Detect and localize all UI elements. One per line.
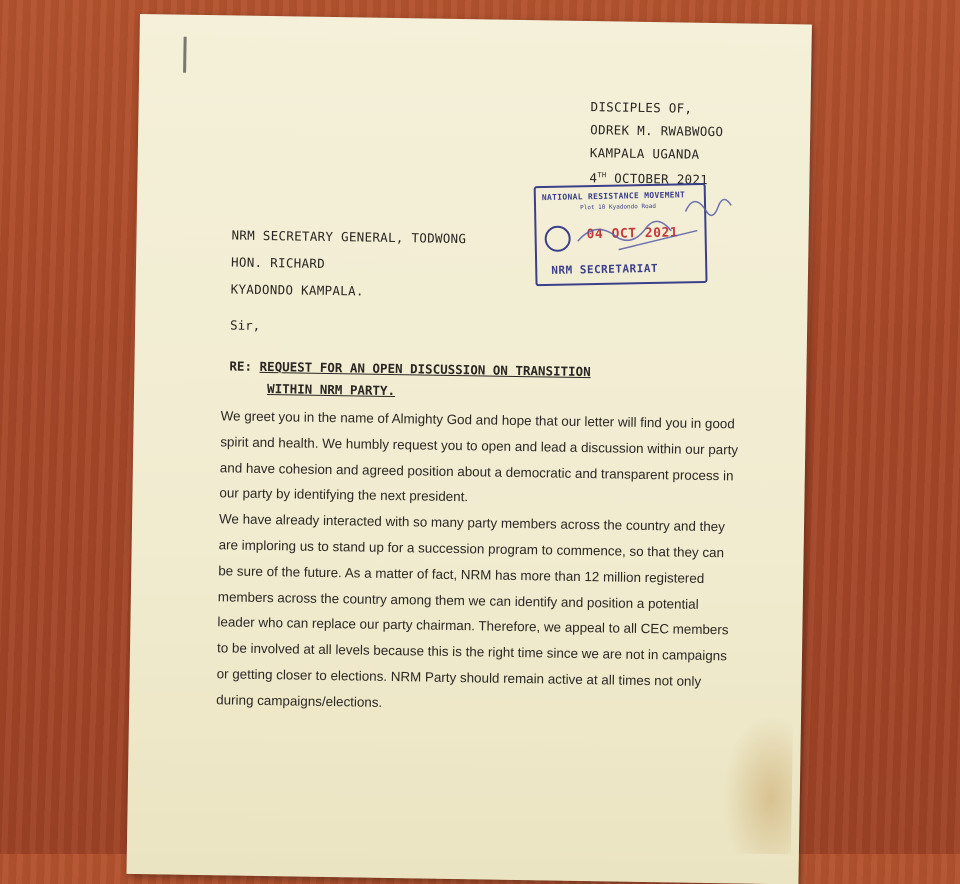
paper-stain	[721, 713, 793, 854]
recipient-line: HON. RICHARD	[230, 254, 326, 271]
subject-line	[229, 355, 591, 405]
stamp-footer: NRM SECRETARIAT	[551, 261, 659, 277]
letter-date: 4TH OCTOBER 2021	[589, 170, 709, 188]
letter-body	[216, 403, 741, 721]
re-label: RE:	[229, 358, 253, 374]
sender-line: ODREK M. RWABWOGO	[590, 122, 724, 140]
paragraph: We have already interacted with so many party members across the country and they are imploring us to stand up for a succession program to commence, so that they can be sure of the future. As a matter of fact, NRM has more than 12 million registered members across the country among them we can identify and position a potential leader who can replace our party chairman. Therefore, we appeal to all CEC members to be involved at all levels because this is the right time since we are not in campaigns or getting closer to elections. NRM Party should remain active at all times not only during campaigns/elections.	[216, 511, 729, 710]
pen-mark	[183, 37, 187, 73]
stamp-header: NATIONAL RESISTANCE MOVEMENT	[541, 190, 686, 203]
subject-title: REQUEST FOR AN OPEN DISCUSSION ON TRANSITION	[259, 358, 591, 380]
sender-line: KAMPALA UGANDA	[589, 145, 700, 162]
stamp-date: 04 OCT 2021	[586, 225, 679, 243]
recipient-address	[230, 221, 466, 306]
stamp-address: Plot 10 Kyadondo Road	[580, 202, 656, 212]
salutation: Sir,	[230, 317, 261, 333]
recipient-line: KYADONDO KAMPALA.	[230, 281, 364, 299]
sender-line: DISCIPLES OF,	[590, 99, 693, 116]
subject-title-line2: WITHIN NRM PARTY.	[267, 381, 396, 399]
letter-paper	[126, 14, 811, 884]
paragraph: We greet you in the name of Almighty God and hope that our letter will find you in good spirit and health. We humbly request you to open and lead a discussion within our party and have cohesion and agreed position about a democratic and transparent process in our party by identifying the next president.	[219, 408, 739, 505]
sender-address	[589, 95, 724, 191]
recipient-line: NRM SECRETARY GENERAL, TODWONG	[231, 227, 467, 247]
